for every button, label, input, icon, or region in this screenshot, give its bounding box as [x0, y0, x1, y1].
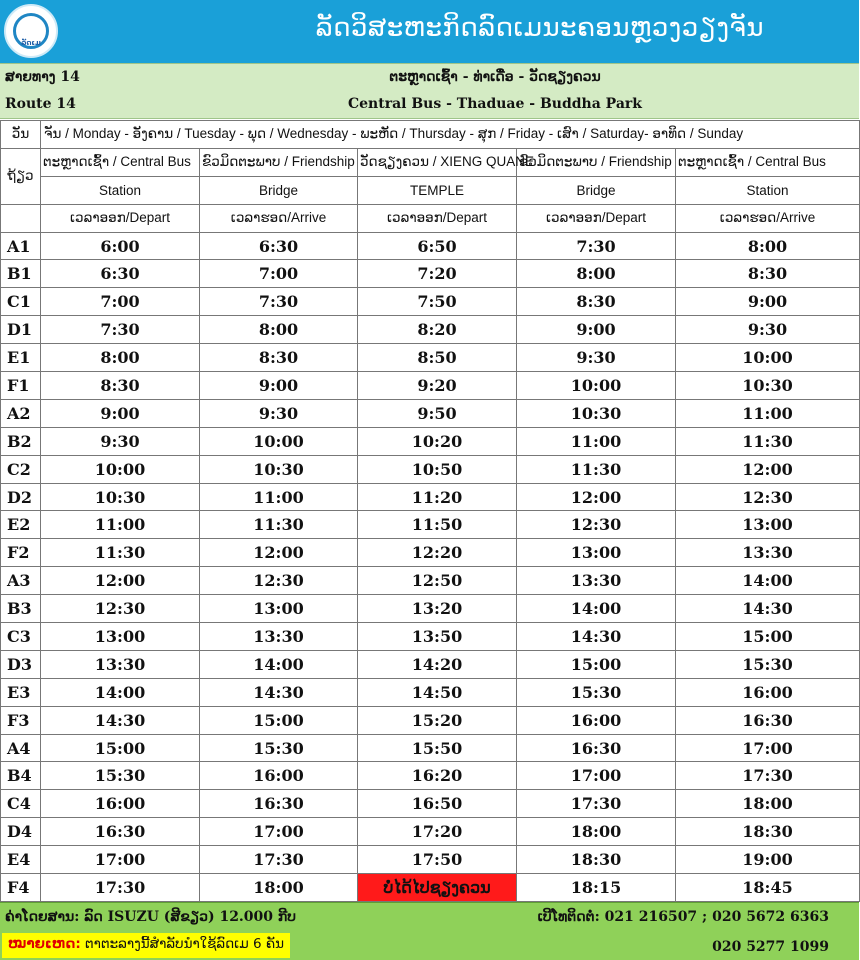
time-cell: 13:30: [41, 650, 200, 678]
note-text: ຕາຕະລາງນີ້ສຳລັບນຳໃຊ້ລົດເມ 6 ຄັນ: [80, 936, 285, 952]
route-row-lao: [0, 64, 859, 91]
table-row: [1, 232, 860, 260]
table-row: [1, 650, 860, 678]
table-row: [1, 344, 860, 372]
time-cell: 14:30: [517, 623, 676, 651]
time-cell: 14:30: [200, 678, 358, 706]
route-info: [0, 63, 859, 119]
time-cell: 14:00: [41, 678, 200, 706]
time-cell: 18:00: [200, 874, 358, 902]
stop-name: ຕະຫຼາດເຊົ້າ / Central Bus: [676, 148, 860, 176]
time-cell: 16:00: [676, 678, 860, 706]
stop-name: ວັດຊຽງຄວນ / XIENG QUANE: [358, 148, 517, 176]
time-cell: 7:30: [41, 316, 200, 344]
time-cell: 8:30: [41, 372, 200, 400]
time-cell: 14:50: [358, 678, 517, 706]
time-cell: 10:00: [200, 427, 358, 455]
time-cell: 8:00: [41, 344, 200, 372]
time-cell: 11:20: [358, 483, 517, 511]
time-cell: 12:00: [41, 567, 200, 595]
time-cell: 13:00: [200, 595, 358, 623]
time-cell: 15:30: [200, 734, 358, 762]
note-box: [2, 933, 290, 958]
trip-id: A1: [1, 232, 41, 260]
contact-phone-2: 020 5277 1099: [712, 939, 829, 955]
time-cell: 11:00: [200, 483, 358, 511]
time-cell: 8:00: [517, 260, 676, 288]
time-cell: 11:00: [41, 511, 200, 539]
time-cell: 7:00: [200, 260, 358, 288]
time-cell: 16:20: [358, 762, 517, 790]
time-cell: 13:20: [358, 595, 517, 623]
time-kind-row: [1, 204, 860, 232]
time-cell: 11:30: [517, 455, 676, 483]
time-kind: ເວລາຮອດ/Arrive: [676, 204, 860, 232]
trip-id: D3: [1, 650, 41, 678]
time-cell: 12:30: [200, 567, 358, 595]
time-cell: 10:30: [676, 372, 860, 400]
time-cell: 10:30: [200, 455, 358, 483]
time-cell: 15:00: [517, 650, 676, 678]
time-cell: 9:00: [517, 316, 676, 344]
time-cell: 12:00: [200, 539, 358, 567]
fare-info: ຄ່າໂດຍສານ: ລົດ ISUZU (ສີຂຽວ) 12.000 ກີບ: [5, 909, 297, 925]
table-row: [1, 483, 860, 511]
time-cell: 10:00: [676, 344, 860, 372]
stop-subname: Station: [41, 176, 200, 204]
no-service-cell: ບໍ່ໄດ້ໄປຊຽງຄວນ: [358, 874, 517, 902]
time-cell: 12:50: [358, 567, 517, 595]
time-cell: 8:30: [676, 260, 860, 288]
time-cell: 16:00: [41, 790, 200, 818]
time-cell: 9:30: [676, 316, 860, 344]
stop-sub-row: [1, 176, 860, 204]
stop-subname: Bridge: [517, 176, 676, 204]
trip-label: ຖ້ຽວ: [1, 148, 41, 204]
time-cell: 9:00: [200, 372, 358, 400]
table-row: [1, 706, 860, 734]
route-name-en: Central Bus - Thaduae - Buddha Park: [348, 96, 642, 112]
time-cell: 6:30: [41, 260, 200, 288]
company-logo: [4, 4, 58, 58]
trip-id: A3: [1, 567, 41, 595]
stop-names-row: [1, 148, 860, 176]
time-cell: 18:00: [517, 818, 676, 846]
time-cell: 17:20: [358, 818, 517, 846]
time-cell: 17:00: [41, 846, 200, 874]
time-cell: 9:50: [358, 399, 517, 427]
trip-id: F2: [1, 539, 41, 567]
time-cell: 10:30: [517, 399, 676, 427]
table-row: [1, 372, 860, 400]
time-cell: 18:45: [676, 874, 860, 902]
time-cell: 12:00: [517, 483, 676, 511]
trip-id: A2: [1, 399, 41, 427]
trip-id: E3: [1, 678, 41, 706]
trip-id: C2: [1, 455, 41, 483]
table-row: [1, 734, 860, 762]
time-cell: 17:30: [676, 762, 860, 790]
time-cell: 11:00: [517, 427, 676, 455]
time-cell: 11:50: [358, 511, 517, 539]
table-row: [1, 260, 860, 288]
day-label: ວັນ: [1, 121, 41, 149]
time-cell: 12:30: [676, 483, 860, 511]
time-cell: 17:00: [676, 734, 860, 762]
time-cell: 16:00: [200, 762, 358, 790]
time-cell: 16:30: [41, 818, 200, 846]
time-cell: 8:50: [358, 344, 517, 372]
time-kind: ເວລາອອກ/Depart: [41, 204, 200, 232]
stop-subname: Station: [676, 176, 860, 204]
time-cell: 9:30: [41, 427, 200, 455]
table-row: [1, 316, 860, 344]
table-row: [1, 762, 860, 790]
route-label-lao: ສາຍທາງ 14: [5, 69, 80, 85]
table-row: [1, 511, 860, 539]
time-kind: ເວລາອອກ/Depart: [517, 204, 676, 232]
trip-id: E1: [1, 344, 41, 372]
trip-id: F1: [1, 372, 41, 400]
time-cell: 14:00: [676, 567, 860, 595]
time-cell: 12:20: [358, 539, 517, 567]
trip-id: B4: [1, 762, 41, 790]
time-cell: 17:30: [200, 846, 358, 874]
time-cell: 9:00: [41, 399, 200, 427]
table-row: [1, 399, 860, 427]
time-cell: 14:30: [676, 595, 860, 623]
table-row: [1, 846, 860, 874]
table-row: [1, 678, 860, 706]
time-cell: 8:30: [200, 344, 358, 372]
table-row: [1, 455, 860, 483]
time-cell: 19:00: [676, 846, 860, 874]
time-cell: 15:00: [200, 706, 358, 734]
time-cell: 13:00: [676, 511, 860, 539]
time-cell: 8:00: [676, 232, 860, 260]
time-cell: 14:30: [41, 706, 200, 734]
table-row: [1, 623, 860, 651]
table-row: [1, 874, 860, 902]
table-row: [1, 427, 860, 455]
time-cell: 7:30: [200, 288, 358, 316]
time-cell: 11:30: [41, 539, 200, 567]
time-cell: 9:00: [676, 288, 860, 316]
time-cell: 6:00: [41, 232, 200, 260]
time-cell: 8:00: [200, 316, 358, 344]
time-cell: 13:30: [676, 539, 860, 567]
time-cell: 10:00: [41, 455, 200, 483]
time-cell: 16:30: [517, 734, 676, 762]
time-cell: 6:30: [200, 232, 358, 260]
time-cell: 11:00: [676, 399, 860, 427]
time-kind: ເວລາອອກ/Depart: [358, 204, 517, 232]
trip-id: B2: [1, 427, 41, 455]
trip-id: C4: [1, 790, 41, 818]
trip-id: B3: [1, 595, 41, 623]
time-cell: 17:00: [200, 818, 358, 846]
time-cell: 15:00: [41, 734, 200, 762]
table-row: [1, 790, 860, 818]
time-cell: 18:00: [676, 790, 860, 818]
time-cell: 15:30: [676, 650, 860, 678]
time-cell: 15:50: [358, 734, 517, 762]
time-cell: 17:30: [517, 790, 676, 818]
time-cell: 7:00: [41, 288, 200, 316]
table-row: [1, 288, 860, 316]
logo-text: ລັດເມ: [21, 39, 41, 47]
days-row: [1, 121, 860, 149]
table-row: [1, 595, 860, 623]
stop-subname: TEMPLE: [358, 176, 517, 204]
time-cell: 18:15: [517, 874, 676, 902]
trip-id: E4: [1, 846, 41, 874]
time-cell: 11:30: [200, 511, 358, 539]
time-cell: 15:00: [676, 623, 860, 651]
time-cell: 8:30: [517, 288, 676, 316]
stop-name: ຂົວມິດຕະພາບ / Friendship: [200, 148, 358, 176]
empty-cell: [1, 204, 41, 232]
time-cell: 7:30: [517, 232, 676, 260]
trip-id: C3: [1, 623, 41, 651]
stop-name: ຂົວມິດຕະພາບ / Friendship: [517, 148, 676, 176]
time-cell: 13:50: [358, 623, 517, 651]
time-cell: 6:50: [358, 232, 517, 260]
time-cell: 13:30: [517, 567, 676, 595]
time-cell: 9:30: [200, 399, 358, 427]
time-cell: 10:50: [358, 455, 517, 483]
time-cell: 17:30: [41, 874, 200, 902]
route-label-en: Route 14: [5, 96, 76, 112]
time-cell: 16:50: [358, 790, 517, 818]
trip-id: D2: [1, 483, 41, 511]
company-title: ລັດວິສະຫະກິດລົດເມນະຄອນຫຼວງວຽງຈັນ: [315, 13, 764, 43]
time-cell: 16:30: [676, 706, 860, 734]
time-cell: 15:30: [41, 762, 200, 790]
time-cell: 9:20: [358, 372, 517, 400]
schedule-table: [0, 120, 860, 902]
time-cell: 8:20: [358, 316, 517, 344]
trip-id: F4: [1, 874, 41, 902]
time-cell: 13:00: [517, 539, 676, 567]
note-label: ໝາຍເຫດ:: [8, 936, 81, 952]
trip-id: F3: [1, 706, 41, 734]
time-cell: 15:30: [517, 678, 676, 706]
trip-id: A4: [1, 734, 41, 762]
time-cell: 18:30: [676, 818, 860, 846]
route-row-en: [0, 91, 859, 118]
operating-days: ຈັນ / Monday - ອັງຄານ / Tuesday - ພຸດ / Wednesday - ພະຫັດ / Thursday - ສຸກ / Friday - ເສົາ / Saturday- ອາທິດ / Sunday: [41, 121, 860, 149]
time-cell: 7:50: [358, 288, 517, 316]
trip-id: E2: [1, 511, 41, 539]
time-cell: 9:30: [517, 344, 676, 372]
time-cell: 16:00: [517, 706, 676, 734]
time-cell: 10:20: [358, 427, 517, 455]
footer-bar: [0, 902, 859, 960]
time-cell: 11:30: [676, 427, 860, 455]
trip-id: D4: [1, 818, 41, 846]
time-cell: 18:30: [517, 846, 676, 874]
table-row: [1, 539, 860, 567]
time-cell: 14:20: [358, 650, 517, 678]
table-row: [1, 818, 860, 846]
contact-phone-1: ເບີໂທຕິດຕໍ່: 021 216507 ; 020 5672 6363: [537, 909, 829, 925]
time-cell: 17:00: [517, 762, 676, 790]
header-bar: [0, 0, 859, 63]
time-cell: 10:30: [41, 483, 200, 511]
stop-name: ຕະຫຼາດເຊົ້າ / Central Bus: [41, 148, 200, 176]
time-cell: 13:00: [41, 623, 200, 651]
trip-id: D1: [1, 316, 41, 344]
time-kind: ເວລາຮອດ/Arrive: [200, 204, 358, 232]
time-cell: 16:30: [200, 790, 358, 818]
time-cell: 7:20: [358, 260, 517, 288]
time-cell: 12:30: [517, 511, 676, 539]
stop-subname: Bridge: [200, 176, 358, 204]
time-cell: 12:30: [41, 595, 200, 623]
time-cell: 15:20: [358, 706, 517, 734]
time-cell: 12:00: [676, 455, 860, 483]
time-cell: 14:00: [517, 595, 676, 623]
time-cell: 14:00: [200, 650, 358, 678]
time-cell: 17:50: [358, 846, 517, 874]
route-name-lao: ຕະຫຼາດເຊົ້າ - ທ່າເດື່ອ - ວັດຊຽງຄວນ: [389, 69, 601, 85]
time-cell: 13:30: [200, 623, 358, 651]
table-row: [1, 567, 860, 595]
trip-id: B1: [1, 260, 41, 288]
trip-id: C1: [1, 288, 41, 316]
time-cell: 10:00: [517, 372, 676, 400]
